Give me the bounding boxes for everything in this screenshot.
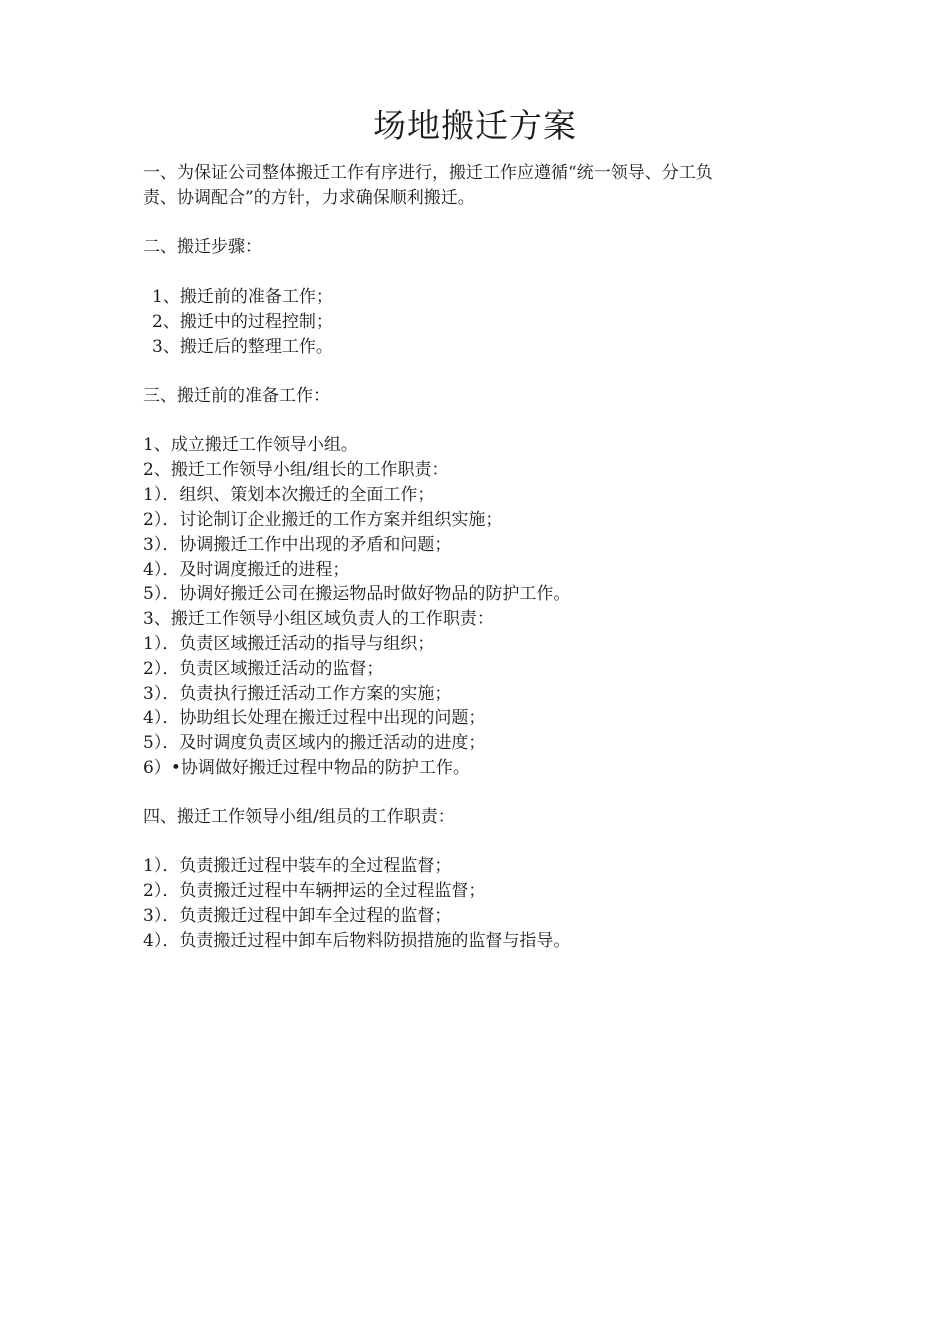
section-heading: 二、搬迁步骤： (143, 237, 262, 257)
paragraph-line: 责、协调配合”的方针，力求确保顺利搬迁。 (143, 188, 475, 208)
list-item: 2）．讨论制订企业搬迁的工作方案并组织实施； (143, 510, 503, 530)
list-item: 5）．协调好搬迁公司在搬运物品时做好物品的防护工作。 (143, 584, 571, 604)
paragraph-line: 一、为保证公司整体搬迁工作有序进行，搬迁工作应遵循“统一领导、分工负 (143, 163, 713, 183)
list-item: 3）．协调搬迁工作中出现的矛盾和问题； (143, 535, 452, 555)
list-item: 4）．负责搬迁过程中卸车后物料防损措施的监督与指导。 (143, 931, 571, 951)
list-item: 4）．及时调度搬迁的进程； (143, 560, 350, 580)
list-item: 1）．负责搬迁过程中装车的全过程监督； (143, 856, 452, 876)
list-item: 1、成立搬迁工作领导小组。 (143, 435, 358, 455)
list-item: 1、搬迁前的准备工作； (152, 287, 333, 307)
list-item: 2、搬迁工作领导小组/组长的工作职责： (143, 460, 449, 480)
list-item: 5）．及时调度负责区域内的搬迁活动的进度； (143, 733, 486, 753)
section-heading: 三、搬迁前的准备工作： (143, 386, 330, 406)
list-item: 1）．负责区域搬迁活动的指导与组织； (143, 634, 435, 654)
list-item: 3、搬迁工作领导小组区域负责人的工作职责： (143, 609, 494, 629)
document-title: 场地搬迁方案 (373, 106, 577, 145)
list-item: 2）．负责区域搬迁活动的监督； (143, 659, 384, 679)
list-item: 3、搬迁后的整理工作。 (152, 337, 333, 357)
list-item: 2、搬迁中的过程控制； (152, 312, 333, 332)
section-heading: 四、搬迁工作领导小组/组员的工作职责： (143, 807, 455, 827)
list-item: 6）•协调做好搬迁过程中物品的防护工作。 (143, 758, 470, 778)
list-item: 3）．负责搬迁过程中卸车全过程的监督； (143, 906, 452, 926)
list-item: 4）．协助组长处理在搬迁过程中出现的问题； (143, 708, 486, 728)
list-item: 1）．组织、策划本次搬迁的全面工作； (143, 485, 435, 505)
list-item: 2）．负责搬迁过程中车辆押运的全过程监督； (143, 881, 486, 901)
list-item: 3）．负责执行搬迁活动工作方案的实施； (143, 684, 452, 704)
